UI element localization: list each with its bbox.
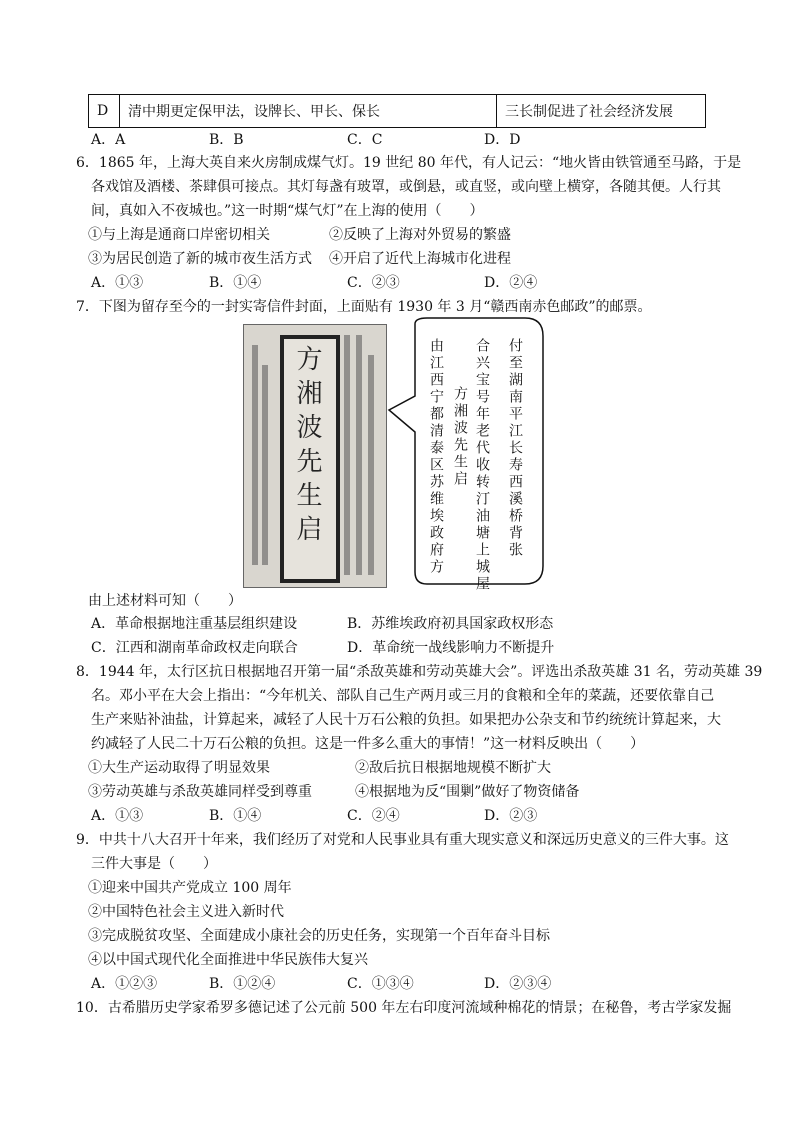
bubble-column-3: 方湘波先生启	[452, 386, 468, 488]
q8-item-3: ③劳动英雄与杀敌英雄同样受到尊重	[88, 784, 312, 800]
q6-item-2: ②反映了上海对外贸易的繁盛	[329, 227, 511, 243]
q6-item-1: ①与上海是通商口岸密切相关	[88, 227, 270, 243]
q8-stem-line-1: 8．1944 年，太行区抗日根据地召开第一届“杀敌英雄和劳动英雄大会”。评选出杀敌英雄 31 名，劳动英雄 39	[76, 664, 763, 680]
q6-stem-line-2: 各戏馆及酒楼、茶肆俱可接点。其灯每盏有玻罩，或倒悬，或直竖，或向壁上横穿，各随其便。人行其	[91, 179, 721, 195]
q8-stem-line-3: 生产来贴补油盐，计算起来，减轻了人民十万石公粮的负担。如果把办公杂支和节约统统计算起来，大	[91, 712, 721, 728]
q8-stem-line-2: 名。邓小平在大会上指出：“今年机关、部队自己生产两月或三月的食粮和全年的菜蔬，还要依靠自己	[91, 688, 715, 704]
q5-option-a[interactable]: A．A	[91, 132, 126, 148]
table-cell-content: 清中期更定保甲法，设牌长、甲长、保长	[120, 95, 497, 128]
q7-option-c[interactable]: C．江西和湖南革命政权走向联合	[91, 640, 298, 656]
bubble-column-2: 合兴宝号年老代收转汀油塘上城屋	[474, 338, 490, 593]
q6-stem-line-3: 间，真如入不夜城也。”这一时期“煤气灯”在上海的使用（ ）	[91, 203, 484, 219]
q7-option-b[interactable]: B．苏维埃政府初具国家政权形态	[347, 616, 554, 632]
answer-table	[88, 94, 706, 128]
q8-item-2: ②敌后抗日根据地规模不断扩大	[355, 760, 551, 776]
q8-option-b[interactable]: B．①④	[209, 808, 262, 824]
bubble-column-4: 由江西宁都清泰区苏维埃政府方	[428, 338, 444, 576]
envelope-photo	[243, 324, 387, 588]
q6-item-3: ③为居民创造了新的城市夜生活方式	[88, 251, 312, 267]
envelope-addressee-text: 方湘波先生启	[292, 345, 322, 549]
q10-stem-line-1: 10．古希腊历史学家希罗多德记述了公元前 500 年左右印度河流域种棉花的情景；在秘鲁，考古学家发掘	[76, 1000, 732, 1016]
q7-option-a[interactable]: A．革命根据地注重基层组织建设	[91, 616, 298, 632]
q8-stem-line-4: 约减轻了人民二十万石公粮的负担。这是一件多么重大的事情！”这一材料反映出（ ）	[91, 736, 645, 752]
q6-option-a[interactable]: A．①③	[91, 275, 144, 291]
table-cell-letter: D	[89, 95, 120, 128]
q8-option-a[interactable]: A．①③	[91, 808, 144, 824]
table-cell-conclusion: 三长制促进了社会经济发展	[497, 95, 706, 128]
q9-item-1: ①迎来中国共产党成立 100 周年	[88, 880, 292, 896]
q9-option-b[interactable]: B．①②④	[209, 976, 276, 992]
q7-stem-line: 7．下图为留存至今的一封实寄信件封面，上面贴有 1930 年 3 月“赣西南赤色邮政”的邮票。	[76, 299, 652, 315]
q8-option-c[interactable]: C．②④	[347, 808, 400, 824]
q9-stem-line-1: 9．中共十八大召开十年来，我们经历了对党和人民事业具有重大现实意义和深远历史意义的三件大事。这	[76, 832, 729, 848]
q6-item-4: ④开启了近代上海城市化进程	[329, 251, 511, 267]
q5-option-b[interactable]: B．B	[209, 132, 244, 148]
q9-option-a[interactable]: A．①②③	[91, 976, 158, 992]
q6-stem-line-1: 6．1865 年，上海大英自来火房制成煤气灯。19 世纪 80 年代，有人记云：“地火皆由铁管通至马路，于是	[76, 155, 742, 171]
q9-option-d[interactable]: D．②③④	[484, 976, 552, 992]
bubble-column-1: 付至湖南平江长寿西溪桥背张	[507, 338, 523, 559]
q9-option-c[interactable]: C．①③④	[347, 976, 414, 992]
q7-question: 由上述材料可知（ ）	[88, 593, 242, 609]
q9-item-2: ②中国特色社会主义进入新时代	[88, 904, 284, 920]
q9-item-4: ④以中国式现代化全面推进中华民族伟大复兴	[88, 952, 368, 968]
q6-option-d[interactable]: D．②④	[484, 275, 538, 291]
q6-option-b[interactable]: B．①④	[209, 275, 262, 291]
q9-item-3: ③完成脱贫攻坚、全面建成小康社会的历史任务，实现第一个百年奋斗目标	[88, 928, 550, 944]
q8-item-1: ①大生产运动取得了明显效果	[88, 760, 270, 776]
table-row	[89, 95, 706, 128]
q7-option-d[interactable]: D．革命统一战线影响力不断提升	[347, 640, 555, 656]
q5-option-d[interactable]: D．D	[484, 132, 521, 148]
q9-stem-line-2: 三件大事是（ ）	[91, 856, 217, 872]
q5-option-c[interactable]: C．C	[347, 132, 383, 148]
q8-option-d[interactable]: D．②③	[484, 808, 538, 824]
q6-option-c[interactable]: C．②③	[347, 275, 400, 291]
q8-item-4: ④根据地为反“围剿”做好了物资储备	[355, 784, 580, 800]
